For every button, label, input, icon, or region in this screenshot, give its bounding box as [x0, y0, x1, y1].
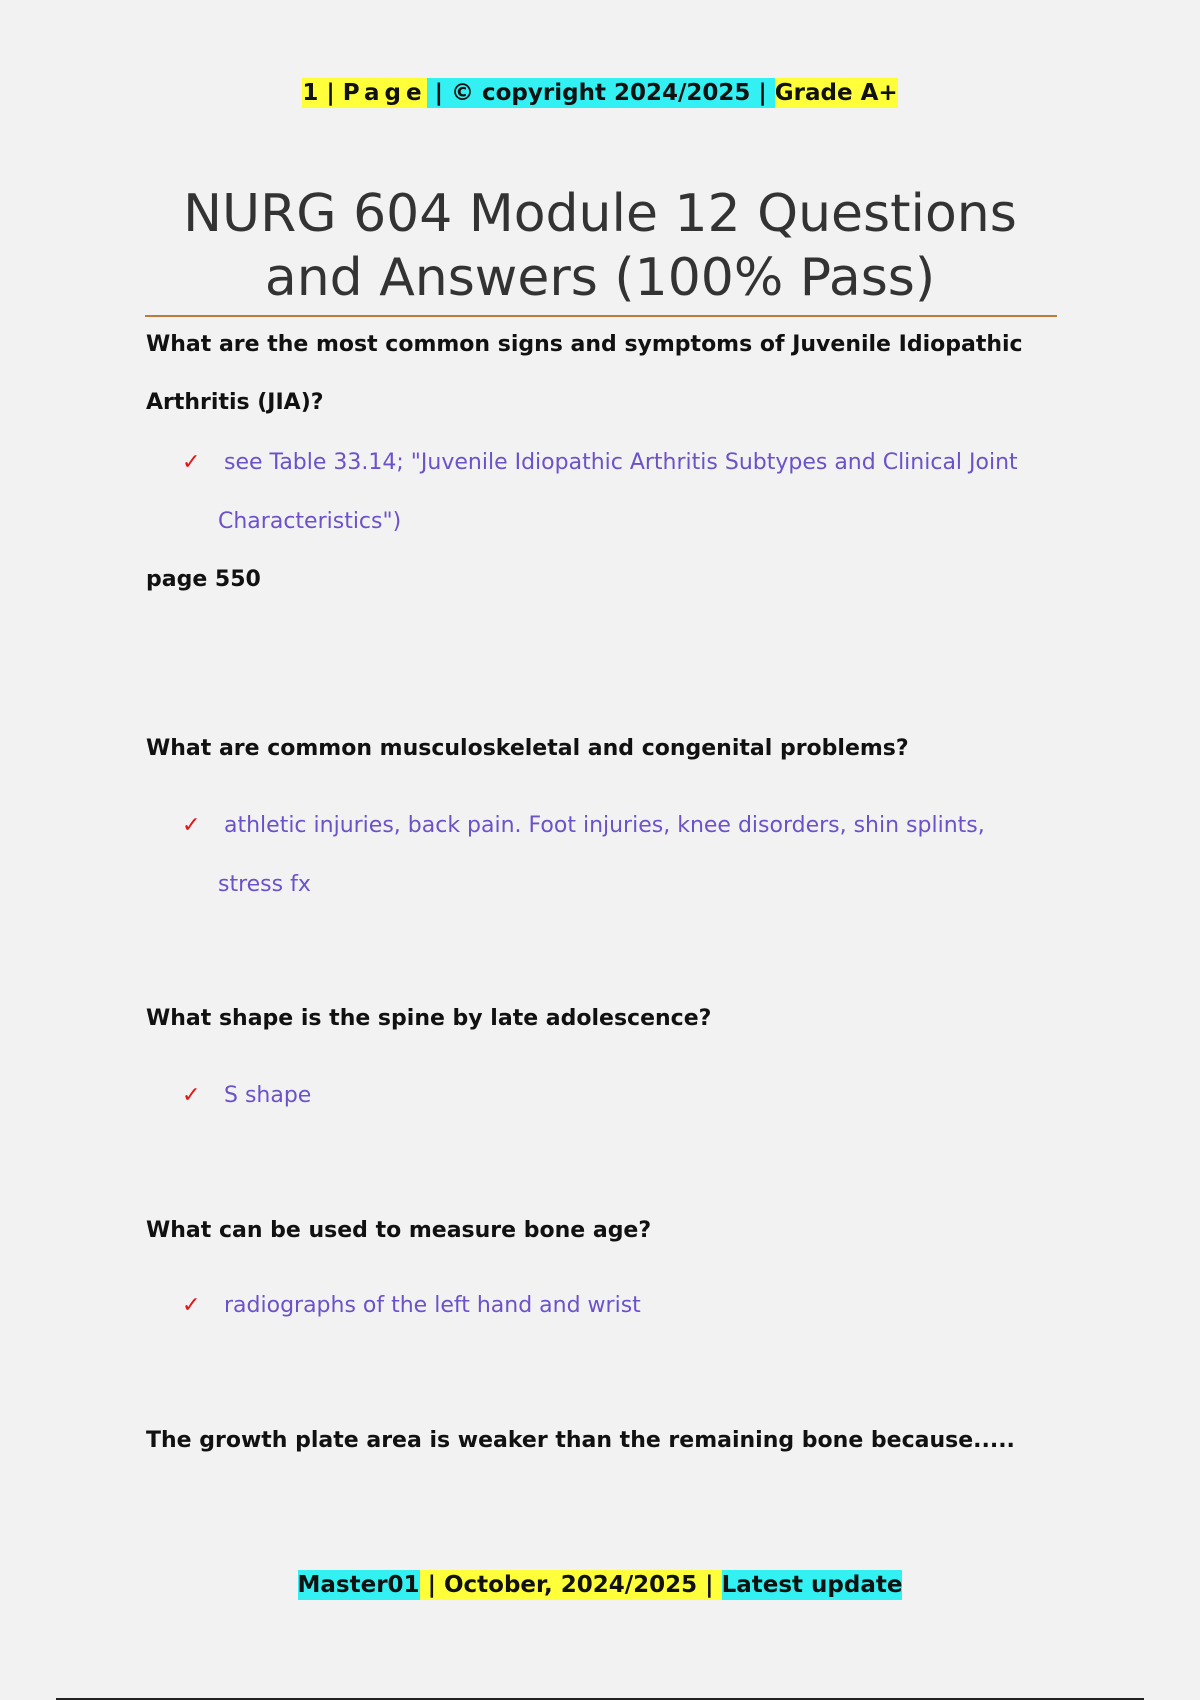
check-icon: ✓: [182, 450, 201, 475]
answer-2: ✓ athletic injuries, back pain. Foot injuries, knee disorders, shin splints, stress fx: [146, 796, 1026, 914]
question-4: What can be used to measure bone age?: [146, 1218, 652, 1243]
answer-3: ✓ S shape: [146, 1066, 1026, 1125]
header-grade: Grade A+: [774, 80, 898, 106]
check-icon: ✓: [182, 813, 201, 838]
title-line-1: NURG 604 Module 12 Questions: [183, 184, 1017, 244]
page-footer: [0, 1566, 1200, 1604]
qa-item-1: [146, 316, 1026, 609]
qa-item-3: [146, 990, 1026, 1125]
document-title: [145, 182, 1055, 310]
title-line-2: and Answers (100% Pass): [264, 248, 936, 308]
qa-item-4: [146, 1202, 1026, 1335]
check-icon: ✓: [182, 1083, 201, 1108]
question-1-note: page 550: [146, 567, 261, 592]
answer-1: ✓ see Table 33.14; "Juvenile Idiopathic Arthritis Subtypes and Clinical Joint Characteristics"): [146, 433, 1026, 551]
footer-author: Master01: [297, 1572, 420, 1598]
question-3: What shape is the spine by late adolescence?: [146, 1006, 712, 1031]
question-5: The growth plate area is weaker than the remaining bone because.....: [146, 1428, 1015, 1453]
answer-4: ✓ radiographs of the left hand and wrist: [146, 1276, 1026, 1335]
qa-item-2: [146, 720, 1026, 914]
footer-date: | October, 2024/2025 |: [419, 1572, 722, 1598]
header-page-number: 1 | Page: [302, 80, 427, 106]
header-copyright: | © copyright 2024/2025 |: [426, 80, 775, 106]
page-header: [0, 74, 1200, 112]
footer-update: Latest update: [721, 1572, 903, 1598]
check-icon: ✓: [182, 1293, 201, 1318]
question-2: What are common musculoskeletal and congenital problems?: [146, 736, 909, 761]
qa-item-5: [146, 1412, 1026, 1470]
question-1: What are the most common signs and symptoms of Juvenile Idiopathic Arthritis (JIA)?: [146, 332, 1023, 415]
